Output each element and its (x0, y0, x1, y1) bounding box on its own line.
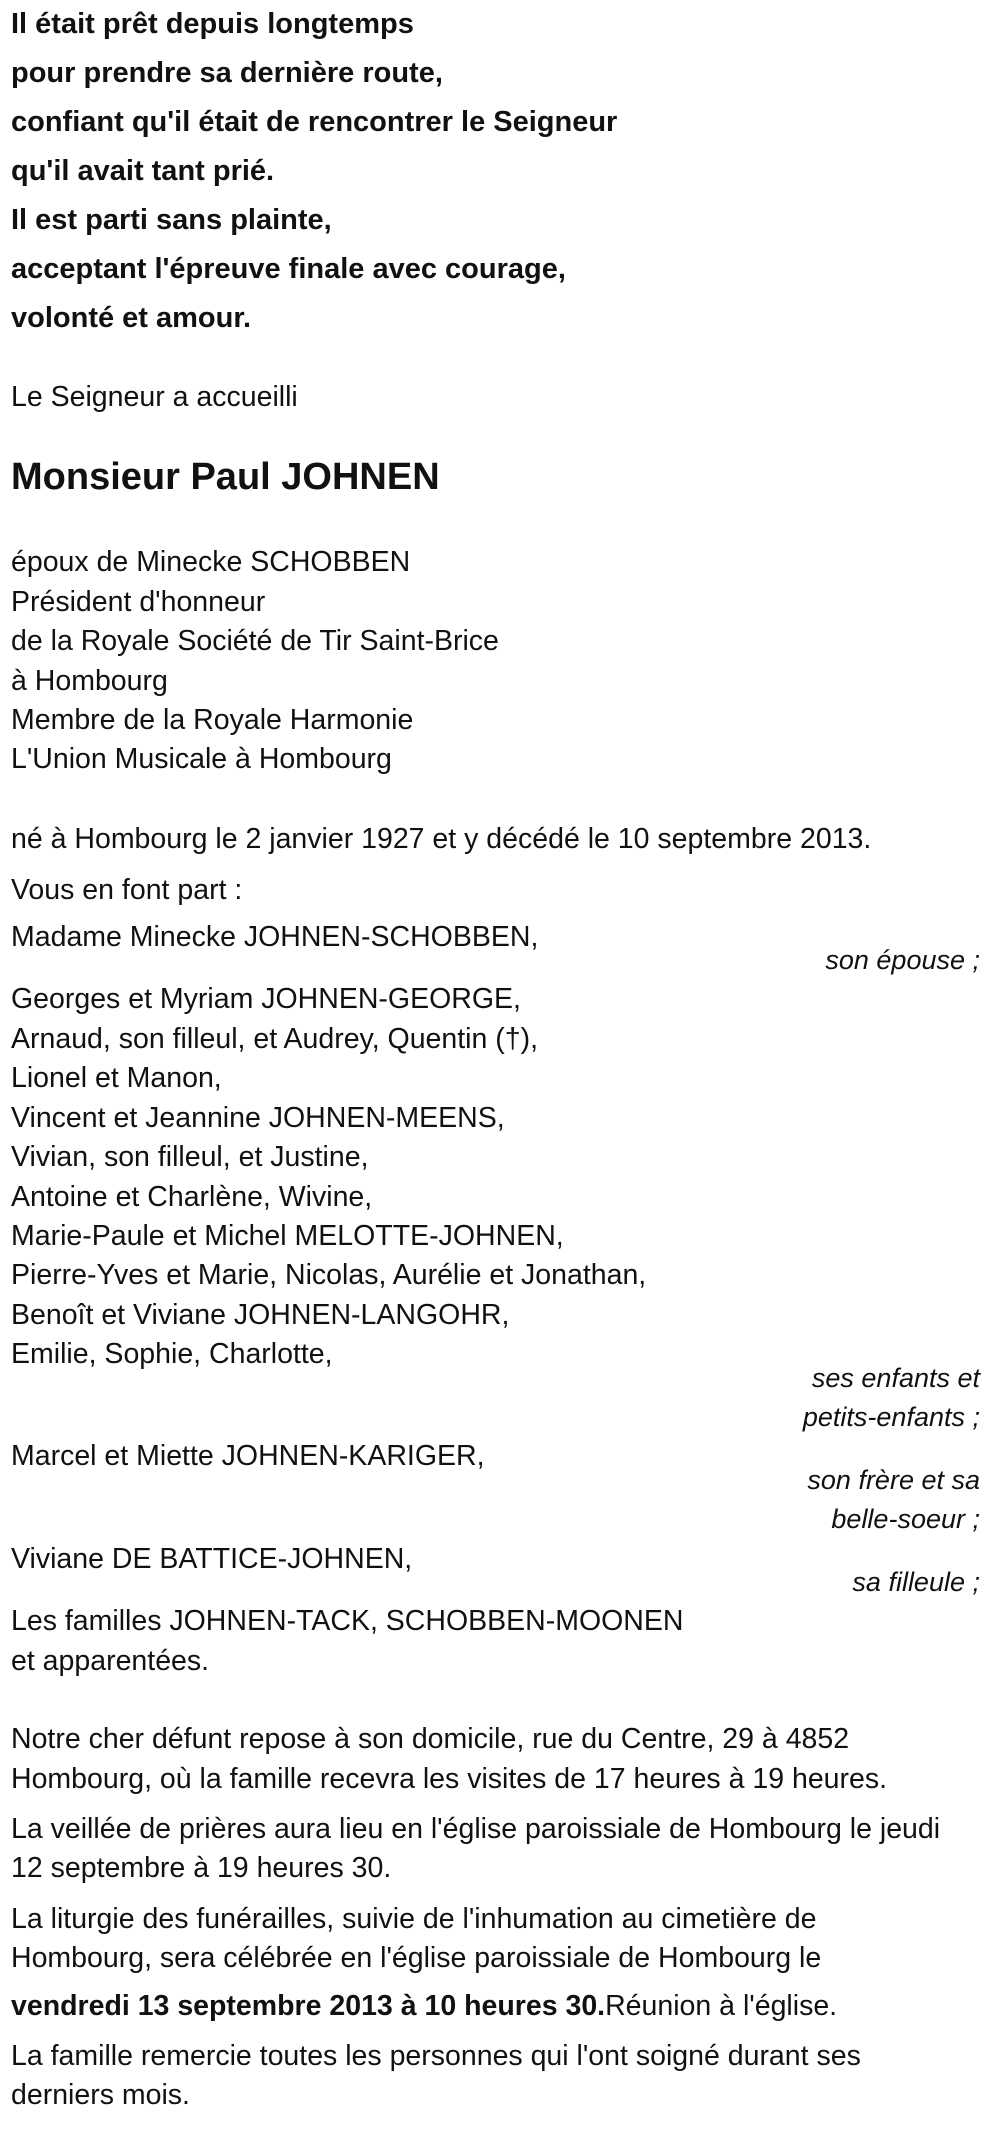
family-name-line: Arnaud, son filleul, et Audrey, Quentin (†), (11, 1022, 539, 1055)
family-name-line: Les familles JOHNEN-TACK, SCHOBBEN-MOONEN (11, 1605, 684, 1638)
family-name-line: Madame Minecke JOHNEN-SCHOBBEN, (11, 920, 539, 953)
announce-text: Vous en font part : (11, 874, 243, 907)
family-name-line: Antoine et Charlène, Wivine, (11, 1180, 373, 1213)
relation-line: petits-enfants ; (802, 1401, 980, 1432)
title-line: Membre de la Royale Harmonie (11, 704, 414, 737)
meeting-note: Réunion à l'église. (605, 1989, 838, 2022)
family-name-line: Marie-Paule et Michel MELOTTE-JOHNEN, (11, 1219, 564, 1252)
family-name-line: Vincent et Jeannine JOHNEN-MEENS, (11, 1101, 505, 1134)
family-name-line: Pierre-Yves et Marie, Nicolas, Aurélie et Jonathan, (11, 1259, 647, 1292)
poem-line: acceptant l'épreuve finale avec courage, (11, 253, 566, 285)
deceased-name: Monsieur Paul JOHNEN (11, 456, 440, 499)
poem-line: pour prendre sa dernière route, (11, 57, 443, 89)
family-group-relatives (11, 1602, 980, 1681)
funeral-date: vendredi 13 septembre 2013 à 10 heures 30. (11, 1989, 606, 2022)
funeral-arrangements (11, 1720, 980, 2116)
poem-line: qu'il avait tant prié. (11, 155, 275, 187)
family-group-goddaughter (11, 1540, 980, 1603)
funeral-paragraph (11, 1900, 980, 1979)
paragraph-line: derniers mois. (11, 2079, 190, 2112)
poem-line: Il était prêt depuis longtemps (11, 8, 414, 40)
family-name-line: Marcel et Miette JOHNEN-KARIGER, (11, 1440, 485, 1473)
paragraph-line: Hombourg, sera célébrée en l'église paroissiale de Hombourg le (11, 1942, 822, 1975)
title-line: époux de Minecke SCHOBBEN (11, 546, 411, 579)
relation-line: belle-soeur ; (831, 1504, 980, 1535)
family-name-line: Benoît et Viviane JOHNEN-LANGOHR, (11, 1298, 510, 1331)
visit-paragraph (11, 1720, 980, 1799)
deceased-titles (11, 543, 980, 779)
poem (11, 0, 980, 343)
paragraph-line: La veillée de prières aura lieu en l'église paroissiale de Hombourg le jeudi (11, 1813, 941, 1845)
birth-death-dates: né à Hombourg le 2 janvier 1927 et y décédé le 10 septembre 2013. (11, 822, 872, 855)
vigil-paragraph (11, 1810, 980, 1889)
family-name-line: et apparentées. (11, 1644, 210, 1677)
paragraph-line: Hombourg, où la famille recevra les visites de 17 heures à 19 heures. (11, 1762, 888, 1795)
family-group-spouse (11, 918, 980, 981)
title-line: L'Union Musicale à Hombourg (11, 743, 392, 776)
family-group-children (11, 980, 980, 1437)
relation-line: sa filleule ; (852, 1566, 980, 1597)
relation-line: son épouse ; (825, 945, 980, 976)
family-name-line: Vivian, son filleul, et Justine, (11, 1141, 369, 1174)
family-name-line: Lionel et Manon, (11, 1062, 222, 1095)
paragraph-line: La liturgie des funérailles, suivie de l'inhumation au cimetière de (11, 1902, 817, 1935)
title-line: Président d'honneur (11, 585, 266, 618)
title-line: de la Royale Société de Tir Saint-Brice (11, 625, 499, 658)
intro-text: Le Seigneur a accueilli (11, 381, 298, 413)
family-name-line: Emilie, Sophie, Charlotte, (11, 1338, 333, 1371)
paragraph-line: Notre cher défunt repose à son domicile, rue du Centre, 29 à 4852 (11, 1723, 850, 1756)
family-group-brother (11, 1437, 980, 1539)
poem-line: confiant qu'il était de rencontrer le Seigneur (11, 106, 618, 138)
poem-line: Il est parti sans plainte, (11, 204, 332, 236)
title-line: à Hombourg (11, 664, 168, 697)
paragraph-line: 12 septembre à 19 heures 30. (11, 1852, 392, 1885)
thanks-paragraph (11, 2037, 980, 2116)
relation-line: son frère et sa (807, 1464, 980, 1495)
family-name-line: Georges et Myriam JOHNEN-GEORGE, (11, 983, 521, 1016)
family-name-line: Viviane DE BATTICE-JOHNEN, (11, 1542, 413, 1575)
funeral-date-line (11, 1987, 980, 2026)
paragraph-line: La famille remercie toutes les personnes qui l'ont soigné durant ses (11, 2040, 861, 2073)
relation-line: ses enfants et (811, 1362, 980, 1393)
family-list (11, 918, 980, 1682)
poem-line: volonté et amour. (11, 302, 252, 334)
